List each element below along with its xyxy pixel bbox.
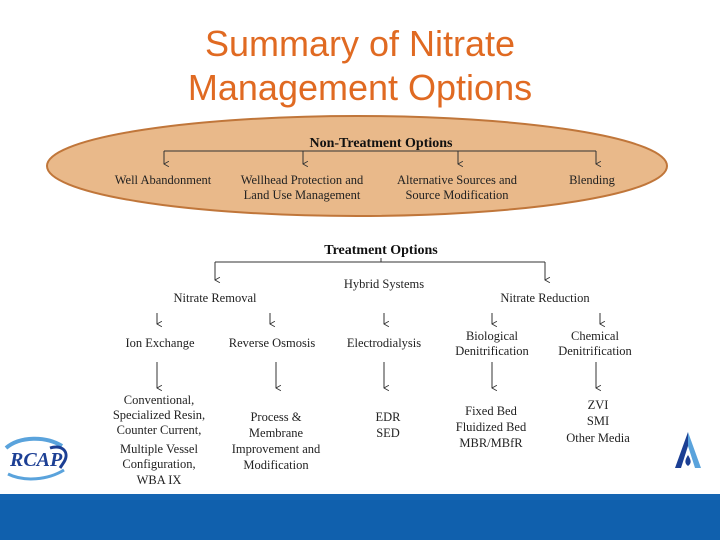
rcap-logo-text: RCAP <box>10 449 63 471</box>
treatment-header: Treatment Options <box>324 243 438 258</box>
nitrate-reduction-label: Nitrate Reduction <box>500 291 590 305</box>
reverse-osmosis-detail-3: Improvement and <box>231 442 321 456</box>
nitrate-removal-label: Nitrate Removal <box>173 291 257 305</box>
option-wellhead-line-1: Wellhead Protection and <box>240 173 364 187</box>
method-chemical-line-1: Chemical <box>571 329 619 343</box>
ion-exchange-detail-1: Conventional, <box>123 393 195 407</box>
chemical-detail-2: SMI <box>586 414 610 428</box>
method-electrodialysis: Electrodialysis <box>346 336 422 350</box>
option-blending: Blending <box>569 173 615 187</box>
electrodialysis-detail-1: EDR <box>375 410 401 424</box>
rcap-logo <box>6 439 66 479</box>
electrodialysis-detail-2: SED <box>376 426 400 440</box>
ion-exchange-detail-3: Counter Current, <box>116 423 202 437</box>
reverse-osmosis-detail-1: Process & <box>250 410 302 424</box>
chemical-detail-3: Other Media <box>566 431 630 445</box>
chemical-detail-1: ZVI <box>587 398 609 412</box>
option-alt-sources-line-2: Source Modification <box>405 188 509 202</box>
reverse-osmosis-detail-4: Modification <box>243 458 309 472</box>
option-alt-sources-line-1: Alternative Sources and <box>396 173 518 187</box>
footer-bar-lower <box>0 500 720 540</box>
method-biological-line-2: Denitrification <box>455 344 529 358</box>
option-wellhead-line-2: Land Use Management <box>243 188 361 202</box>
biological-detail-1: Fixed Bed <box>465 404 517 418</box>
biological-detail-3: MBR/MBfR <box>459 436 523 450</box>
ion-exchange-detail-5: Configuration, <box>122 457 196 471</box>
reverse-osmosis-detail-2: Membrane <box>248 426 304 440</box>
rcap-swoosh-bottom <box>8 470 64 479</box>
ion-exchange-detail-6: WBA IX <box>136 473 182 487</box>
method-chemical-line-2: Denitrification <box>558 344 632 358</box>
option-well-abandonment: Well Abandonment <box>114 173 212 187</box>
water-drop-icon <box>685 455 690 466</box>
biological-detail-2: Fluidized Bed <box>455 420 527 434</box>
title-line-1: Summary of Nitrate <box>204 23 516 64</box>
non-treatment-header: Non-Treatment Options <box>309 136 453 151</box>
method-biological-line-1: Biological <box>465 329 519 343</box>
partner-logo-icon <box>675 432 701 468</box>
ion-exchange-detail-4: Multiple Vessel <box>120 442 198 456</box>
method-reverse-osmosis: Reverse Osmosis <box>228 336 316 350</box>
ion-exchange-detail-2: Specialized Resin, <box>112 408 206 422</box>
hybrid-systems-label: Hybrid Systems <box>343 277 425 291</box>
method-ion-exchange: Ion Exchange <box>125 336 195 350</box>
title-line-2: Management Options <box>187 67 533 108</box>
